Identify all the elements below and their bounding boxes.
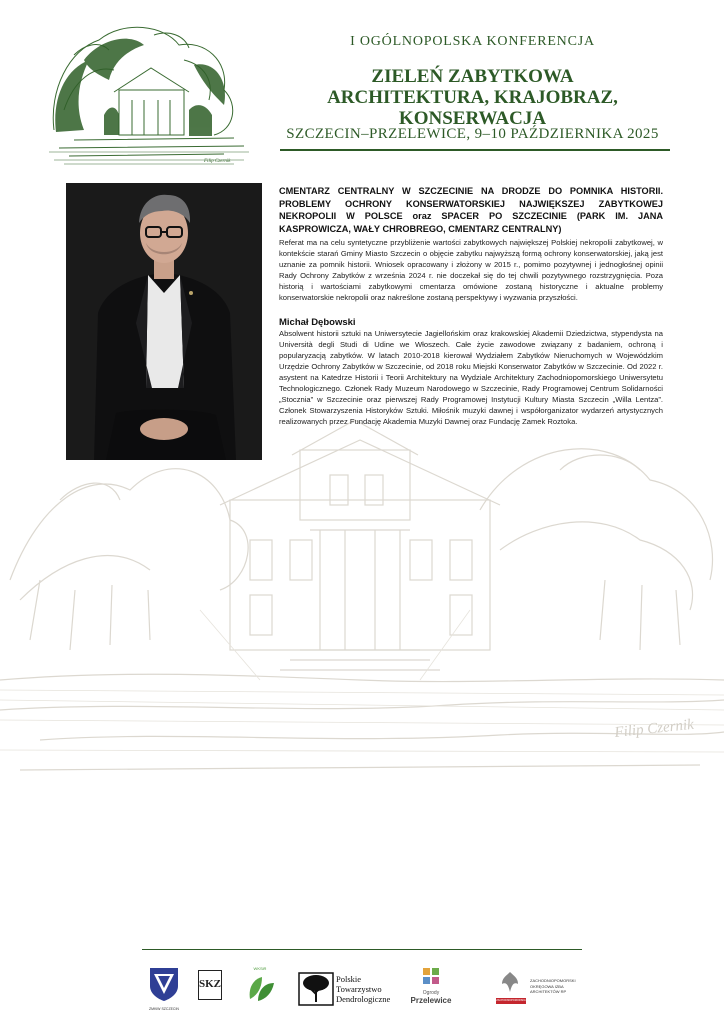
architects-line1: ZACHODNIOPOMORSKI [530, 978, 576, 983]
speaker-photo [66, 183, 262, 460]
conference-place-date: SZCZECIN–PRZELEWICE, 9–10 PAŹDZIERNIKA 2025 [286, 126, 659, 142]
zmkiw-shield-icon [146, 966, 182, 1002]
speaker-name: Michał Dębowski [279, 317, 356, 329]
conference-title [270, 66, 675, 129]
logo-skz [198, 970, 222, 1000]
leaf-icon [244, 971, 276, 1003]
logo-ptd [298, 972, 394, 1010]
speaker-portrait [66, 183, 262, 460]
speaker-bio: Absolwent historii sztuki na Uniwersytecie Jagiellońskim oraz krakowskiej Akademii Dziedzictwa, stypendysta na Università degli Studi di Udine we Włoszech. Całe życie zawodowe związany z badaniem, ochroną i popularyzacją zabytków. W latach 2010-2018 kierował Wydziałem Zabytków Nieruchomych w Wojewódzkim Urzędzie Ochrony Zabytków w Szczecinie, od 2018 roku Miejski Konserwator Zabytków w Szczecinie. Od 2022 r. asystent na Katedrze Historii i Teorii Architektury na Wydziale Architektury Zachodniopomorskiego Uniwersytetu Technologicznego. Członek Rady Muzeum Narodowego w Szczecinie, Rady Programowej Centrum Solidarności „Stocznia” w Szczecinie oraz pierwszej Rady Programowej Instytucji Kultury Miasta Szczecin „Willa Lentza”. Członek Stowarzyszenia Historyków Sztuki. Miłośnik muzyki dawnej i współorganizator wydarzeń artystycznych realizowanych przez Fundację Akademia Muzyki Dawnej oraz Fundację Zamek Roztoka. [279, 329, 663, 426]
architects-badge: ZACHODNIOPOMORSKA [496, 999, 526, 1002]
logo-architects [496, 970, 590, 1010]
header-divider [280, 149, 670, 151]
ogrody-line1: Ogrody [422, 990, 440, 996]
ptd-line3: Dendrologiczne [336, 994, 391, 1004]
talk-content [279, 185, 663, 428]
conference-title-line2: ARCHITEKTURA, KRAJOBRAZ, KONSERWACJA [327, 87, 618, 129]
skz-mark: SKZ [199, 978, 222, 990]
architects-line2: OKRĘGOWA IZBA [530, 983, 564, 989]
wksir-caption: WKSiR [253, 966, 267, 971]
talk-abstract: Referat ma na celu syntetyczne przybliżenie wartości zabytkowych największej Polskiej nekropolii zabytkowej, w kontekście starań Gminy Miasto Szczecin o objęcie zabytku najwyższą formą ochrony konserwatorskiej, jaką jest uznanie za pomnik historii. Wniosek opracowany i złożony w 2015 r., pomimo pozytywnej i jednogłośnej opinii Rady Ochrony Zabytków z września 2024 r. nie doczekał się do tej chwili pozytywnego rozstrzygnięcia. Poza historią i wartościami zabytkowymi cmentarza omówione zostaną historyczne i aktualne problemy konserwatorskie nekropolii oraz nakreślone zostaną perspektywy i wyzwania przyszłości. [279, 238, 663, 303]
logo-wksir [244, 966, 276, 1006]
ogrody-line2: Przelewice [410, 996, 452, 1005]
background-signature: Filip Czernik [613, 716, 695, 741]
talk-title: CMENTARZ CENTRALNY W SZCZECINIE NA DRODZE DO POMNIKA HISTORII. PROBLEMY OCHRONY KONSERWATORSKIEJ NAJWIĘKSZEJ ZABYTKOWEJ NEKROPOLII W POLSCE oraz SPACER PO SZCZECINIE (PARK IM. JANA KASPROWICZA, WAŁY CHROBREGO, CMENTARZ CENTRALNY) [279, 186, 663, 234]
manor-sketch-illustration [44, 20, 256, 170]
logo-ogrody-przelewice [406, 966, 456, 1010]
eagle-emblem-icon [500, 970, 520, 996]
tree-icon [298, 972, 334, 1006]
logo-zmkiw [146, 966, 182, 1010]
conference-number: I OGÓLNOPOLSKA KONFERENCJA [350, 34, 595, 49]
architects-line3: ARCHITEKTÓW RP [530, 989, 567, 994]
conference-title-line1: ZIELEŃ ZABYTKOWA [371, 66, 574, 87]
garden-flower-icon [421, 966, 441, 986]
zmkiw-caption: ZMKiW SZCZECIN [149, 1007, 179, 1011]
header-sketch-signature: Filip Czernik [204, 159, 231, 164]
footer-divider [142, 949, 582, 950]
ptd-line1: Polskie [336, 974, 362, 984]
ptd-line2: Towarzystwo [336, 984, 382, 994]
